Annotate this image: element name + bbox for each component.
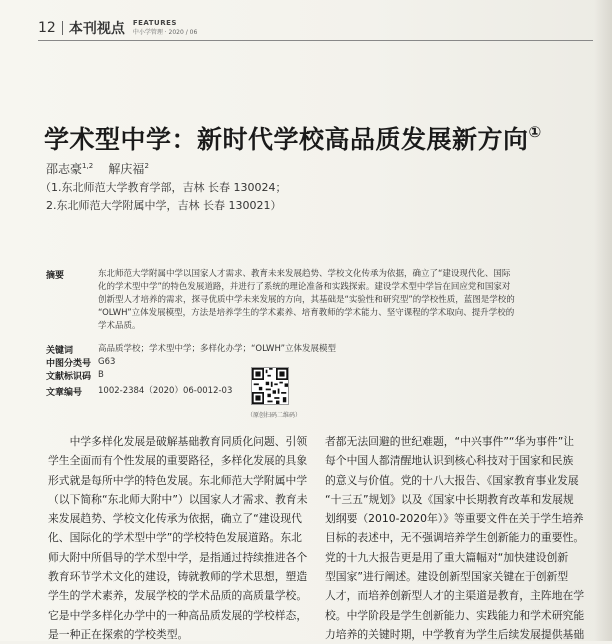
abstract-label: 摘要 bbox=[46, 271, 65, 281]
document-code-label: 文献标识码 bbox=[46, 372, 92, 382]
class-number-label: 中图分类号 bbox=[46, 359, 92, 369]
author-line bbox=[46, 160, 149, 177]
page-number: 12 bbox=[38, 20, 56, 36]
abstract-text bbox=[98, 268, 538, 333]
body-line: 它是中学多样化办学中的一种高品质发展的学校样态， bbox=[48, 608, 308, 622]
author-affiliation-mark: 1,2 bbox=[82, 162, 94, 170]
page-fold-shadow bbox=[594, 0, 612, 641]
keywords-value: 高品质学校；学术型中学；多样化办学；“OLWH”立体发展模型 bbox=[98, 344, 336, 354]
body-line: 目标的表述中，无不强调培养学生创新能力的重要性。 bbox=[325, 531, 585, 545]
qr-code-icon[interactable] bbox=[251, 367, 289, 405]
body-line: 型国家”进行阐述。建设创新型国家关键在于创新型 bbox=[325, 570, 569, 584]
body-line: 党的十九大报告更是用了重大篇幅对“加快建设创新 bbox=[325, 550, 569, 564]
body-line: （以下简称“东北师大附中”）以国家人才需求、教育未 bbox=[48, 492, 308, 506]
body-column-right bbox=[325, 432, 587, 644]
running-header bbox=[38, 18, 197, 38]
journal-mark bbox=[133, 19, 197, 37]
class-number-value: G63 bbox=[98, 357, 116, 367]
body-line: 者都无法回避的世纪难题，“中兴事件”“华为事件”让 bbox=[325, 435, 575, 448]
body-column-left bbox=[48, 432, 310, 644]
abstract-line: “OLWH”立体发展模型，方法是培养学生的学术素养、培育教师的学术能力、坚守课程的学术取向、提升学校的 bbox=[98, 308, 515, 318]
abstract-line: 创新型人才培养的需求，探寻优质中学未来发展的方向，其基础是“实验性和研究型”的学校性质，蓝图是学校的 bbox=[98, 295, 515, 305]
article-title-text: 学术型中学：新时代学校高品质发展新方向 bbox=[44, 125, 529, 154]
body-line: 力培养的关键时期，中学教育为学生后续发展提供基础 bbox=[325, 627, 585, 641]
abstract-line: 东北师范大学附属中学以国家人才需求、教育未来发展趋势、学校文化传承为依据，确立了“建设现代化、国际 bbox=[98, 269, 511, 279]
qr-caption: （原创扫码二维码） bbox=[247, 412, 302, 419]
header-rule bbox=[38, 40, 593, 41]
author-name: 解庆福 bbox=[108, 162, 145, 176]
body-line: 教育环节学术文化的建设，铸就教师的学术思想，塑造 bbox=[48, 570, 308, 584]
body-line: 校。中学阶段是学生创新能力、实践能力和学术研究能 bbox=[325, 608, 585, 622]
article-number-label: 文章编号 bbox=[46, 388, 83, 398]
section-name: 本刊视点 bbox=[68, 21, 125, 37]
body-line: 中学多样化发展是破解基础教育同质化问题、引领 bbox=[48, 435, 308, 448]
article-title bbox=[44, 120, 604, 156]
abstract-line: 化的学术型中学”的特色发展道路，并进行了系统的理论准备和实践探索。建设学术型中学旨在回应党和国家对 bbox=[98, 282, 511, 292]
body-line: 划纲要（2010-2020年）》等重要文件在关于学生培养 bbox=[325, 512, 584, 526]
document-code-value: B bbox=[98, 370, 104, 380]
article-number-value: 1002-2384（2020）06-0012-03 bbox=[98, 386, 233, 396]
affiliation-line: （1.东北师范大学教育学部，吉林 长春 130024； bbox=[40, 181, 287, 194]
header-divider bbox=[62, 21, 63, 35]
body-line: 的意义与价值。党的十八大报告、《国家教育事业发展 bbox=[325, 473, 579, 487]
body-line: 师大附中所倡导的学术型中学，是指通过持续推进各个 bbox=[48, 550, 308, 564]
author-name: 邵志豪 bbox=[46, 162, 83, 176]
body-line: 学生全面而有个性发展的重要路径，多样化发展的具象 bbox=[48, 454, 308, 468]
author-affiliation-mark: 2 bbox=[144, 162, 149, 170]
body-line: 每个中国人都清醒地认识到核心科技对于国家和民族 bbox=[325, 454, 574, 468]
keywords-label: 关键词 bbox=[46, 346, 74, 356]
title-footnote-mark: ① bbox=[528, 123, 542, 141]
body-line: 形式就是每所中学的特色发展。东北师范大学附属中学 bbox=[48, 473, 308, 487]
body-line: 人才，而培养创新型人才的主渠道是教育，主阵地在学 bbox=[325, 589, 585, 603]
abstract-line: 学术品质。 bbox=[98, 321, 141, 331]
affiliation-line: 2.东北师范大学附属中学，吉林 长春 130021） bbox=[46, 199, 282, 212]
body-line: 化、国际化的学术型中学”的学校特色发展道路。东北 bbox=[48, 531, 302, 545]
body-line: 来发展趋势、学校文化传承为依据，确立了“建设现代 bbox=[48, 512, 302, 526]
body-line: 是一种正在探索的学校类型。 bbox=[48, 627, 189, 641]
features-label: FEATURES bbox=[132, 19, 177, 27]
body-line: “十三五”规划》以及《国家中长期教育改革和发展规 bbox=[325, 492, 574, 506]
journal-issue: 中小学管理 · 2020 / 06 bbox=[132, 29, 198, 36]
body-line: 学生的学术素养，发展学校的学术品质的高质量学校。 bbox=[48, 589, 308, 603]
